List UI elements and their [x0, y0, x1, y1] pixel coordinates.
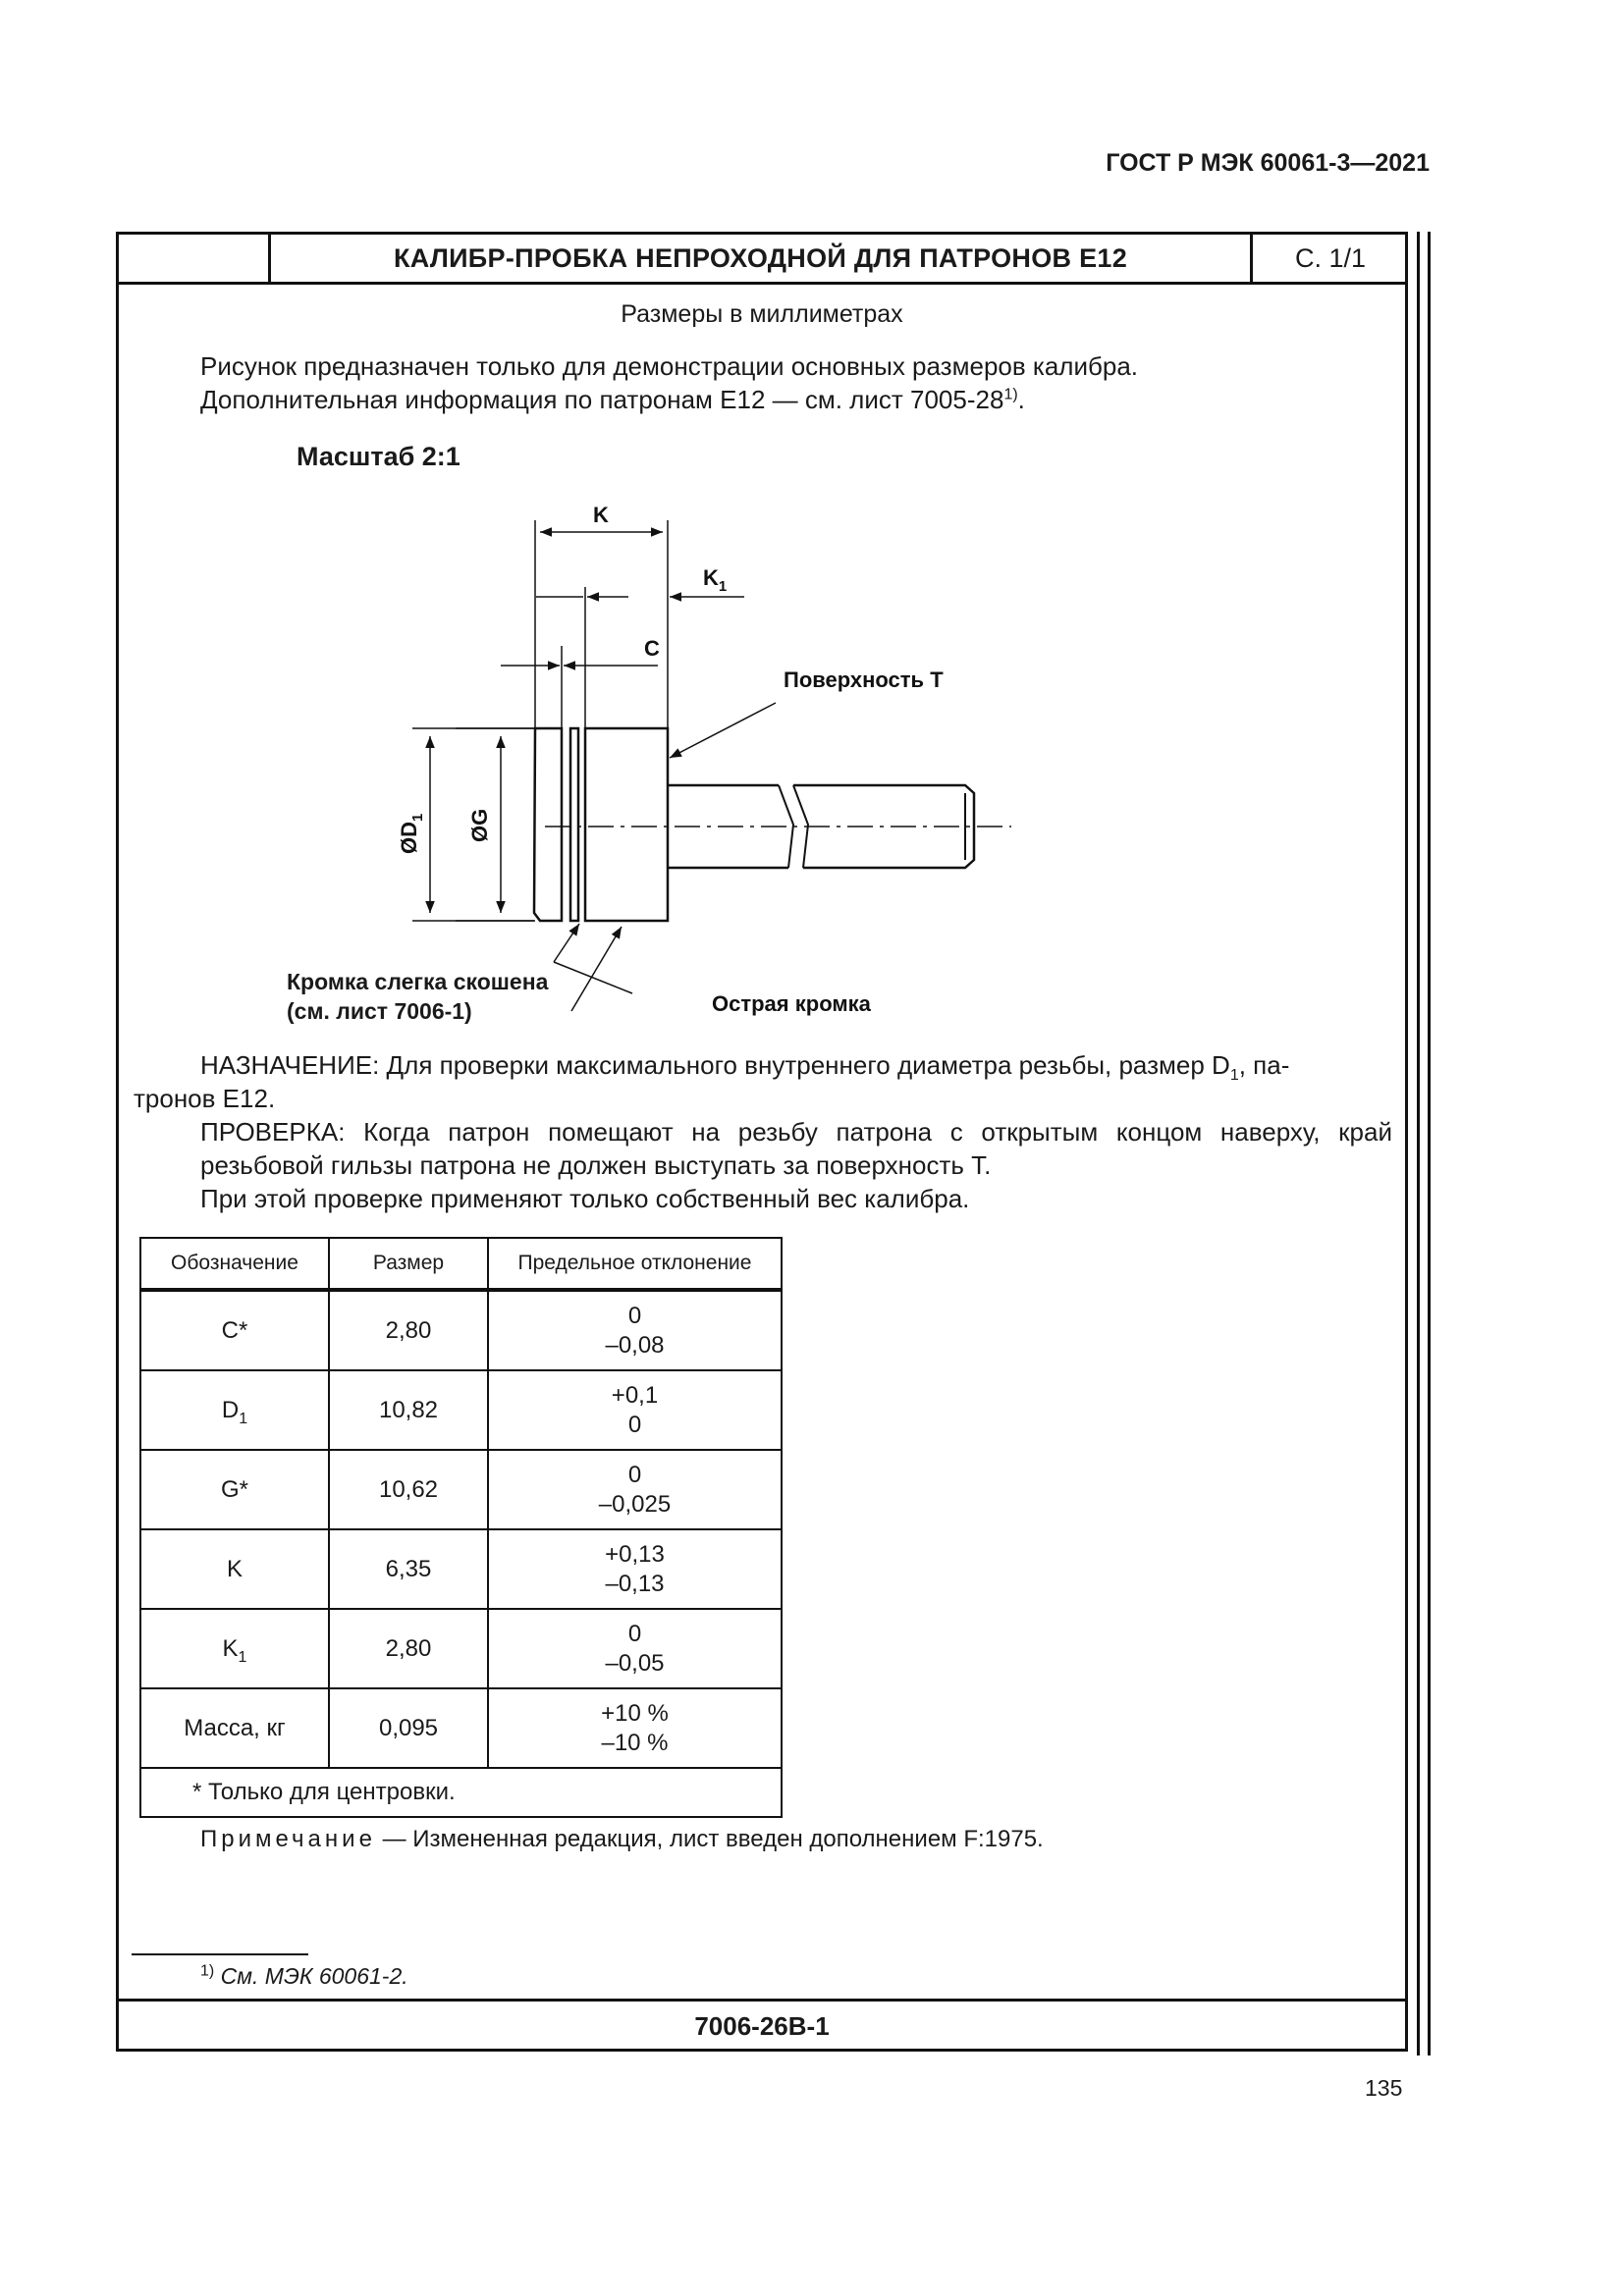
gauge-body: [534, 728, 562, 921]
sharp-edge-label: Острая кромка: [712, 991, 871, 1016]
col-size: Размер: [329, 1238, 488, 1290]
remark: Примечание — Измененная редакция, лист введен дополнением F:1975.: [200, 1826, 1044, 1852]
leader-surface: [670, 703, 776, 758]
table-note-row: [140, 1768, 782, 1817]
frame-double-line: [1417, 232, 1420, 2056]
chamfer-label: Кромка слегка скошена (см. лист 7006-1): [287, 969, 549, 1024]
weight-paragraph: При этой проверке применяют только собственный вес калибра.: [200, 1184, 970, 1213]
dim-d1-label: $ØD_1$: [397, 813, 426, 854]
intro-text: [200, 349, 1359, 416]
surface-t-label: Поверхность T: [784, 667, 944, 692]
page-number: 135: [1365, 2075, 1403, 2101]
drawing-scale: Масштаб 2:1: [297, 442, 460, 471]
frame-double-line: [1428, 232, 1431, 2056]
intro-line-2: Дополнительная информация по патронам E12 — см. лист 7005-28$^{1)}$.: [200, 385, 1025, 414]
purpose-paragraph: НАЗНАЧЕНИЕ: Для проверки максимального внутреннего диаметра резьбы, размер $D_1$, па- тронов E12.: [134, 1050, 1290, 1113]
footnote-separator: [132, 1953, 308, 1955]
table-row: K 6,35 +0,13 –0,13: [140, 1529, 782, 1609]
sheet-page: С. 1/1: [1294, 243, 1367, 273]
check-paragraph: ПРОВЕРКА: Когда патрон помещают на резьбу патрона с открытым концом наверху, край резьбовой гильзы патрона не должен выступать за поверхность T.: [200, 1117, 1392, 1180]
dim-c-label: C: [644, 636, 660, 661]
sheet-code: 7006-26B-1: [694, 2011, 830, 2041]
units-note: Размеры в миллиметрах: [621, 300, 903, 328]
table-header-row: [140, 1238, 782, 1290]
dim-k1-label: $K_1$: [703, 565, 728, 595]
table-row: C* 2,80 0 –0,08: [140, 1290, 782, 1370]
col-designation: Обозначение: [140, 1238, 329, 1290]
intro-line-1: Рисунок предназначен только для демонстрации основных размеров калибра.: [200, 351, 1139, 381]
table-row: G* 10,62 0 –0,025: [140, 1450, 782, 1529]
dim-k-label: K: [593, 503, 609, 527]
sheet-title: КАЛИБР-ПРОБКА НЕПРОХОДНОЙ ДЛЯ ПАТРОНОВ E12: [271, 232, 1253, 285]
table-row: Масса, кг 0,095 +10 % –10 %: [140, 1688, 782, 1768]
dim-g-label: ØG: [467, 808, 492, 842]
table-row: $D_1$ 10,82 +0,1 0: [140, 1370, 782, 1450]
title-empty-cell: [116, 232, 271, 285]
standard-number: ГОСТ Р МЭК 60061-3—2021: [1106, 149, 1430, 177]
dimensions-table: [139, 1237, 783, 1818]
gauge-collar: [570, 728, 578, 921]
table-note: * Только для центровки.: [140, 1768, 782, 1817]
chamfer-leader: [571, 927, 622, 1011]
footnote: $^{1)}$ См. МЭК 60061-2.: [200, 1962, 408, 1989]
col-tolerance: Предельное отклонение: [488, 1238, 782, 1290]
gauge-flange: [585, 728, 668, 921]
footnote-ref: 1): [1003, 386, 1018, 403]
table-row: $K_1$ 2,80 0 –0,05: [140, 1609, 782, 1688]
